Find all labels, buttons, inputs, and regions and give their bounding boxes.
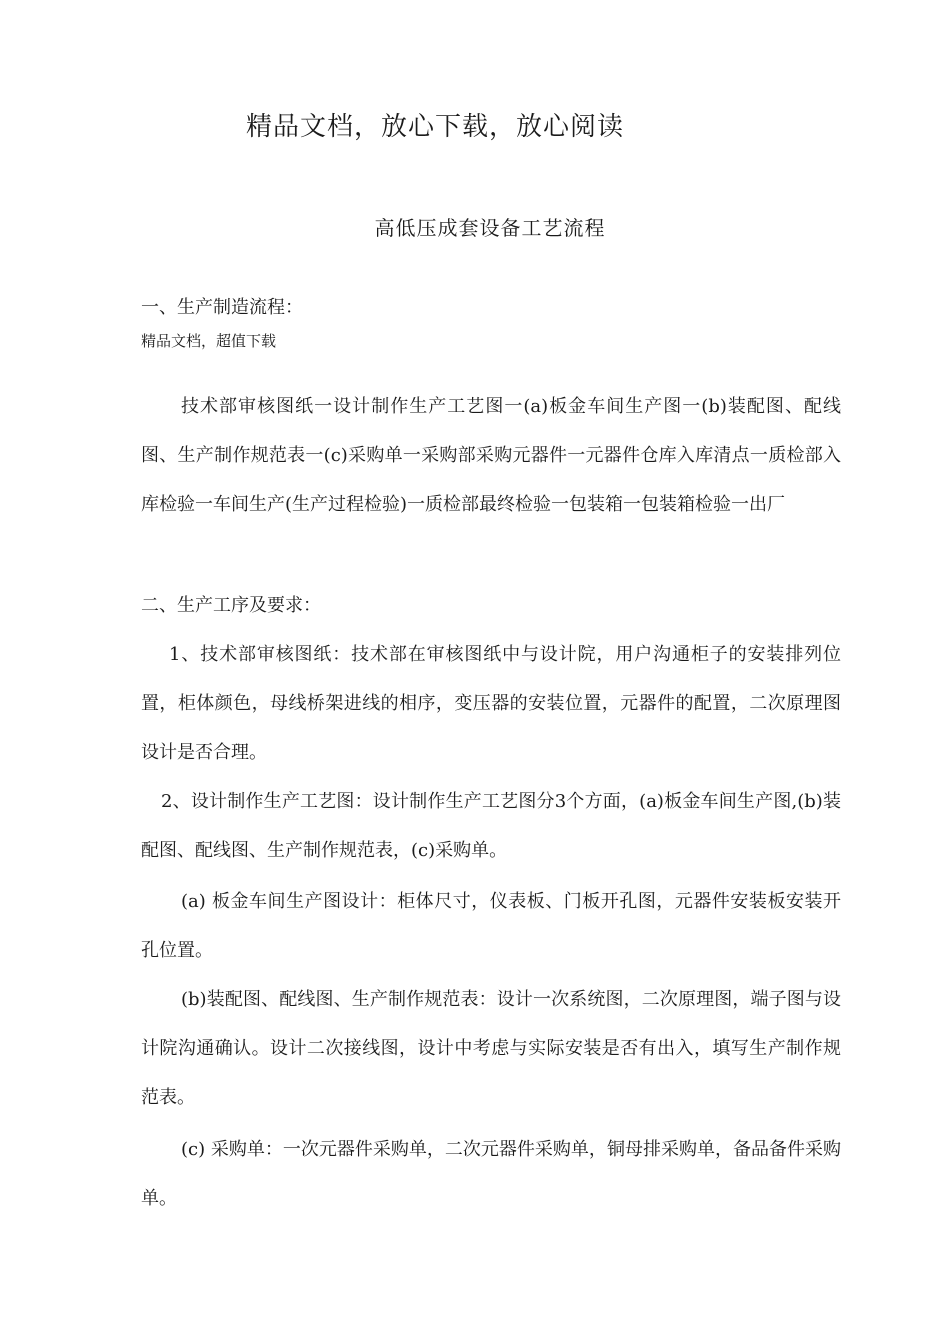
watermark-note: 精品文档，超值下载 [141,332,277,350]
document-title: 高低压成套设备工艺流程 [374,216,606,240]
item-1-paragraph: 1、技术部审核图纸：技术部在审核图纸中与设计院，用户沟通柜子的安装排列位置，柜体颜色，母线桥架进线的相序，变压器的安装位置，元器件的配置，二次原理图设计是否合理。 [141,644,841,763]
item-2a-paragraph: (a) 板金车间生产图设计：柜体尺寸，仪表板、门板开孔图，元器件安装板安装开孔位置。 [141,891,841,961]
section-2-heading: 二、生产工序及要求： [141,595,321,616]
item-2b-paragraph: (b)装配图、配线图、生产制作规范表：设计一次系统图，二次原理图，端子图与设计院沟通确认。设计二次接线图，设计中考虑与实际安装是否有出入，填写生产制作规范表。 [141,989,841,1108]
banner-heading: 精品文档，放心下载，放心阅读 [246,112,625,142]
item-2c-paragraph: (c) 采购单：一次元器件采购单，二次元器件采购单，铜母排采购单，备品备件采购单。 [141,1139,841,1209]
item-2-paragraph: 2、设计制作生产工艺图：设计制作生产工艺图分3个方面，(a)板金车间生产图,(b)装配图、配线图、生产制作规范表，(c)采购单。 [141,791,841,861]
section-1-heading: 一、生产制造流程： [141,297,303,318]
flow-paragraph: 技术部审核图纸一设计制作生产工艺图一(a)板金车间生产图一(b)装配图、配线图、生产制作规范表一(c)采购单一采购部采购元器件一元器件仓库入库清点一质检部入库检验一车间生产(生产过程检验)一质检部最终检验一包装箱一包装箱检验一出厂 [141,396,841,515]
